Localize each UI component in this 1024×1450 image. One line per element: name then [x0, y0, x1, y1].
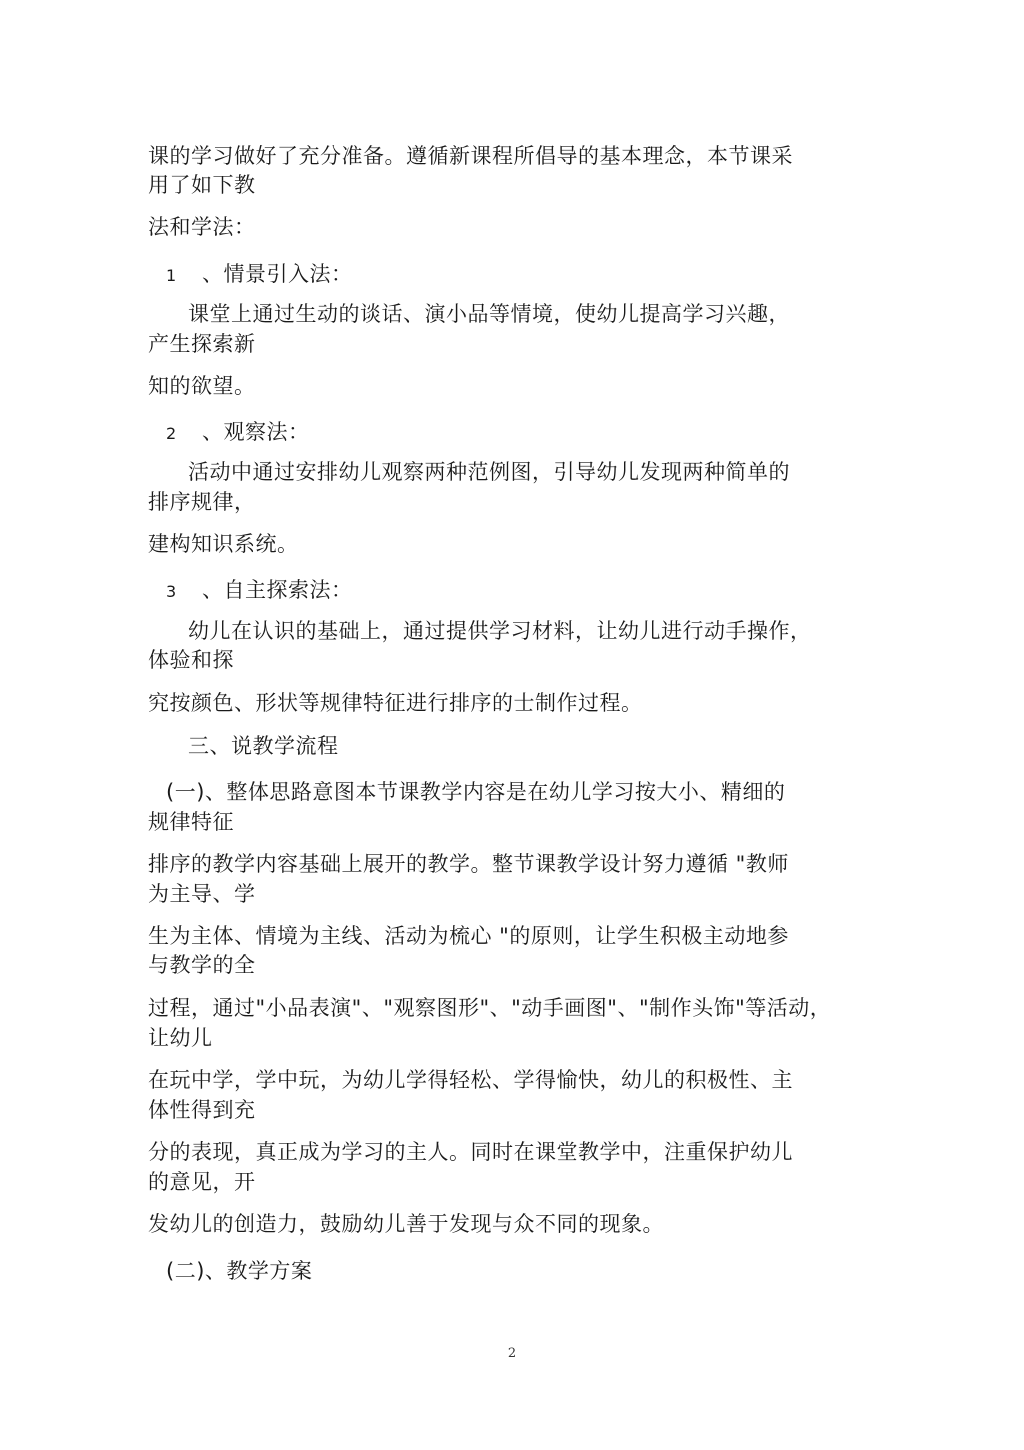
- list-heading-text: 、观察法：: [202, 420, 310, 444]
- body-text-line: 让幼儿: [148, 1026, 213, 1050]
- body-text-line: 建构知识系统。: [148, 532, 299, 556]
- body-text-line: 体验和探: [148, 648, 234, 672]
- body-text-line: 用了如下教: [148, 173, 256, 197]
- body-text-line: 法和学法：: [148, 215, 256, 239]
- body-text-line: 生为主体、情境为主线、活动为梳心 "的原则，让学生积极主动地参: [148, 924, 789, 948]
- list-number: 1: [166, 266, 177, 285]
- body-text-line: 究按颜色、形状等规律特征进行排序的士制作过程。: [148, 691, 643, 715]
- body-text-line: 课的学习做好了充分准备。遵循新课程所倡导的基本理念，本节课采: [148, 144, 793, 168]
- page-number: 2: [507, 1346, 517, 1361]
- section-heading: 三、说教学流程: [188, 734, 339, 758]
- body-text-line: 在玩中学，学中玩，为幼儿学得轻松、学得愉快，幼儿的积极性、主: [148, 1068, 793, 1092]
- subsection-heading: (二)、教学方案: [166, 1259, 313, 1283]
- list-heading-text: 、自主探索法：: [202, 578, 353, 602]
- body-text-line: 产生探索新: [148, 332, 256, 356]
- body-text-line: 分的表现，真正成为学习的主人。同时在课堂教学中，注重保护幼儿: [148, 1140, 793, 1164]
- body-text-line: 幼儿在认识的基础上，通过提供学习材料，让幼儿进行动手操作，: [188, 619, 812, 643]
- body-text-line: 规律特征: [148, 810, 234, 834]
- body-text-line: 过程，通过"小品表演"、"观察图形"、"动手画图"、"制作头饰"等活动，: [148, 996, 832, 1020]
- body-text-line: 排序的教学内容基础上展开的教学。整节课教学设计努力遵循 "教师: [148, 852, 789, 876]
- list-number: 3: [166, 582, 177, 601]
- list-item-heading: [166, 260, 353, 290]
- list-item-heading: [166, 418, 310, 448]
- body-text-line: 的意见，开: [148, 1170, 256, 1194]
- body-text-line: 为主导、学: [148, 882, 256, 906]
- subsection-heading: (一)、整体思路意图本节课教学内容是在幼儿学习按大小、精细的: [166, 780, 786, 804]
- body-text-line: 活动中通过安排幼儿观察两种范例图，引导幼儿发现两种简单的: [188, 460, 790, 484]
- body-text-line: 课堂上通过生动的谈话、演小品等情境，使幼儿提高学习兴趣，: [188, 302, 790, 326]
- body-text-line: 发幼儿的创造力，鼓励幼儿善于发现与众不同的现象。: [148, 1212, 664, 1236]
- body-text-line: 知的欲望。: [148, 374, 256, 398]
- list-heading-text: 、情景引入法：: [202, 262, 353, 286]
- body-text-line: 体性得到充: [148, 1098, 256, 1122]
- body-text-line: 与教学的全: [148, 953, 256, 977]
- list-number: 2: [166, 424, 177, 443]
- list-item-heading: [166, 576, 353, 606]
- body-text-line: 排序规律，: [148, 490, 256, 514]
